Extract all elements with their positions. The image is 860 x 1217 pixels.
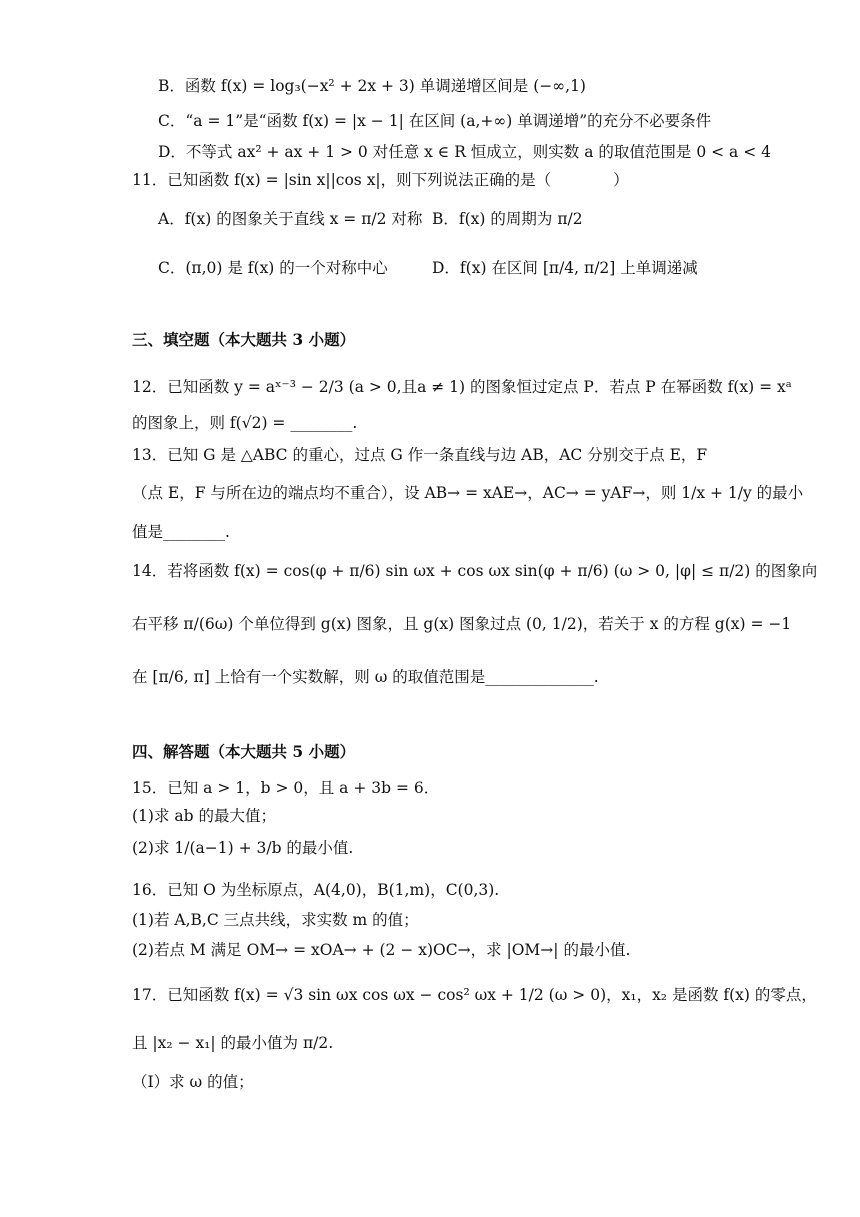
q17-line1: 17．已知函数 f(x) = √3 sin ωx cos ωx − cos² ωx + 1/2 (ω > 0)，x₁，x₂ 是函数 f(x) 的零点， xyxy=(132,986,817,1004)
q11-option-a: A．f(x) 的图象关于直线 x = π/2 对称 xyxy=(158,210,423,228)
q12-line2: 的图象上，则 f(√2) = ________. xyxy=(132,414,358,432)
q11-row2 xyxy=(158,258,698,278)
q16-line2: (1)若 A,B,C 三点共线，求实数 m 的值； xyxy=(132,911,419,929)
q13-line2: （点 E，F 与所在边的端点均不重合），设 AB→ = xAE→，AC→ = yAF→，则 1/x + 1/y 的最小 xyxy=(132,484,804,502)
q17-line3: （Ⅰ）求 ω 的值； xyxy=(132,1073,254,1091)
q10-option-d: D．不等式 ax² + ax + 1 > 0 对任意 x ∈ R 恒成立，则实数 a 的取值范围是 0 < a < 4 xyxy=(158,143,771,161)
q10-option-c: C．“a = 1”是“函数 f(x) = |x − 1| 在区间 (a,+∞) 单调递增”的充分不必要条件 xyxy=(158,112,712,130)
q15-line3: (2)求 1/(a−1) + 3/b 的最小值. xyxy=(132,839,354,857)
q14-line2: 右平移 π/(6ω) 个单位得到 g(x) 图象，且 g(x) 图象过点 (0, 1/2)，若关于 x 的方程 g(x) = −1 xyxy=(132,615,792,633)
q17-line2: 且 |x₂ − x₁| 的最小值为 π/2. xyxy=(132,1034,334,1052)
section-4-heading: 四、解答题（本大题共 5 小题） xyxy=(132,742,356,761)
q11-option-b: B．f(x) 的周期为 π/2 xyxy=(432,210,583,228)
q11-stem: 11．已知函数 f(x) = |sin x||cos x|，则下列说法正确的是（ ） xyxy=(132,171,629,189)
q15-line2: (1)求 ab 的最大值； xyxy=(132,807,276,825)
q11-row1 xyxy=(158,209,583,229)
q16-line3: (2)若点 M 满足 OM→ = xOA→ + (2 − x)OC→，求 |OM→| 的最小值. xyxy=(132,941,631,959)
q13-line3: 值是________. xyxy=(132,523,230,541)
q11-option-d: D．f(x) 在区间 [π/4, π/2] 上单调递减 xyxy=(432,259,698,277)
section-3-heading: 三、填空题（本大题共 3 小题） xyxy=(132,330,356,349)
q13-line1: 13．已知 G 是 △ABC 的重心，过点 G 作一条直线与边 AB，AC 分别交于点 E，F xyxy=(132,446,708,464)
q14-line3: 在 [π/6, π] 上恰有一个实数解，则 ω 的取值范围是______________. xyxy=(132,668,599,686)
q10-option-b: B．函数 f(x) = log₃(−x² + 2x + 3) 单调递增区间是 (−∞,1) xyxy=(158,77,586,95)
q16-line1: 16．已知 O 为坐标原点，A(4,0)，B(1,m)，C(0,3). xyxy=(132,881,500,899)
q11-option-c: C．(π,0) 是 f(x) 的一个对称中心 xyxy=(158,259,388,277)
q12-line1: 12．已知函数 y = aˣ⁻³ − 2/3 (a > 0,且a ≠ 1) 的图象恒过定点 P．若点 P 在幂函数 f(x) = xᵃ xyxy=(132,378,792,396)
q15-line1: 15．已知 a > 1，b > 0，且 a + 3b = 6． xyxy=(132,779,440,797)
q14-line1: 14．若将函数 f(x) = cos(φ + π/6) sin ωx + cos ωx sin(φ + π/6) (ω > 0, |φ| ≤ π/2) 的图象向 xyxy=(132,562,818,580)
